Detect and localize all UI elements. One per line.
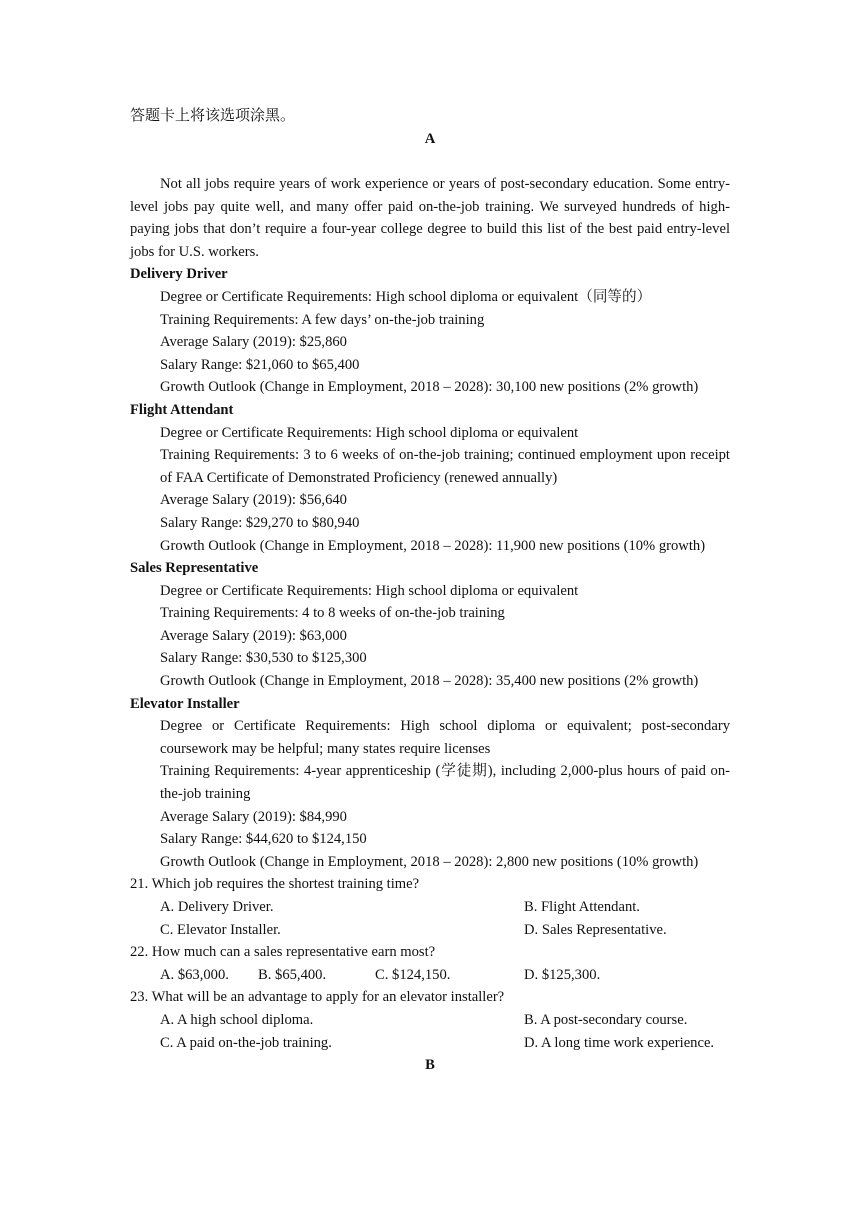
job-detail-training: Training Requirements: 4-year apprenticeship (学徒期), including 2,000-plus hours of paid on-the-job training <box>160 763 730 803</box>
question-list <box>130 873 730 1054</box>
job-detail-range: Salary Range: $30,530 to $125,300 <box>160 650 367 667</box>
question-stem: 23. What will be an advantage to apply for an elevator installer? <box>130 989 505 1006</box>
option-row <box>130 919 730 942</box>
option-row <box>130 1009 730 1032</box>
job-title: Delivery Driver <box>130 266 228 283</box>
question <box>130 941 730 986</box>
header-line: 答题卡上将该选项涂黑。 <box>130 106 296 124</box>
option-a[interactable]: A. $63,000. <box>160 966 229 983</box>
option-d[interactable]: D. A long time work experience. <box>524 1034 715 1051</box>
job-detail-training: Training Requirements: 4 to 8 weeks of on-the-job training <box>160 605 505 622</box>
job-detail-range: Salary Range: $44,620 to $124,150 <box>160 831 367 848</box>
intro-paragraph: Not all jobs require years of work experience or years of post-secondary education. Some entry-level jobs pay quite well, and many offer paid on-the-job training. We surveyed hundreds of high-paying jobs that don’t require a four-year college degree to build this list of the best paid entry-level jobs for U.S. workers. <box>130 176 730 260</box>
job-title: Flight Attendant <box>130 401 234 418</box>
job-detail-training: Training Requirements: 3 to 6 weeks of on-the-job training; continued employment upon receipt of FAA Certificate of Demonstrated Proficiency (renewed annually) <box>160 447 730 486</box>
section-a-label: A <box>424 131 436 147</box>
job-detail-salary: Average Salary (2019): $56,640 <box>160 492 347 509</box>
document-page <box>130 104 730 1076</box>
job-detail-degree: Degree or Certificate Requirements: High school diploma or equivalent <box>160 424 579 441</box>
job-entry <box>130 399 730 557</box>
job-detail-salary: Average Salary (2019): $84,990 <box>160 808 347 825</box>
option-row <box>130 1032 730 1055</box>
option-b[interactable]: B. A post-secondary course. <box>524 1011 688 1028</box>
job-detail-growth: Growth Outlook (Change in Employment, 2018 – 2028): 35,400 new positions (2% growth) <box>160 673 699 690</box>
job-detail-degree: Degree or Certificate Requirements: High school diploma or equivalent; post-secondary coursework may be helpful; many states require licenses <box>160 718 730 757</box>
job-detail-training: Training Requirements: A few days’ on-the-job training <box>160 311 485 328</box>
option-b[interactable]: B. $65,400. <box>258 966 327 983</box>
option-c[interactable]: C. A paid on-the-job training. <box>160 1034 332 1051</box>
job-title: Sales Representative <box>130 560 259 577</box>
section-b-label: B <box>425 1057 435 1074</box>
job-detail-salary: Average Salary (2019): $25,860 <box>160 334 347 351</box>
option-d[interactable]: D. Sales Representative. <box>524 921 667 938</box>
question <box>130 986 730 1054</box>
job-list <box>130 263 730 873</box>
question-stem: 22. How much can a sales representative earn most? <box>130 944 436 961</box>
job-entry <box>130 693 730 874</box>
option-c[interactable]: C. Elevator Installer. <box>160 921 281 938</box>
option-b[interactable]: B. Flight Attendant. <box>524 899 640 915</box>
job-detail-growth: Growth Outlook (Change in Employment, 2018 – 2028): 30,100 new positions (2% growth) <box>160 379 699 396</box>
job-detail-degree: Degree or Certificate Requirements: High school diploma or equivalent <box>160 582 579 599</box>
option-c[interactable]: C. $124,150. <box>375 966 451 983</box>
job-detail-degree: Degree or Certificate Requirements: High school diploma or equivalent（同等的） <box>160 288 652 305</box>
option-d[interactable]: D. $125,300. <box>524 966 601 983</box>
question-stem: 21. Which job requires the shortest training time? <box>130 876 420 893</box>
job-entry <box>130 263 730 399</box>
option-a[interactable]: A. Delivery Driver. <box>160 899 274 915</box>
job-title: Elevator Installer <box>130 695 240 712</box>
job-detail-range: Salary Range: $29,270 to $80,940 <box>160 514 360 531</box>
job-detail-range: Salary Range: $21,060 to $65,400 <box>160 356 360 373</box>
job-entry <box>130 557 730 693</box>
option-row <box>130 964 730 987</box>
question <box>130 873 730 941</box>
option-a[interactable]: A. A high school diploma. <box>160 1011 314 1028</box>
job-detail-growth: Growth Outlook (Change in Employment, 2018 – 2028): 11,900 new positions (10% growth) <box>160 537 706 554</box>
job-detail-salary: Average Salary (2019): $63,000 <box>160 627 347 644</box>
job-detail-growth: Growth Outlook (Change in Employment, 2018 – 2028): 2,800 new positions (10% growth) <box>160 853 699 870</box>
option-row <box>130 896 730 919</box>
